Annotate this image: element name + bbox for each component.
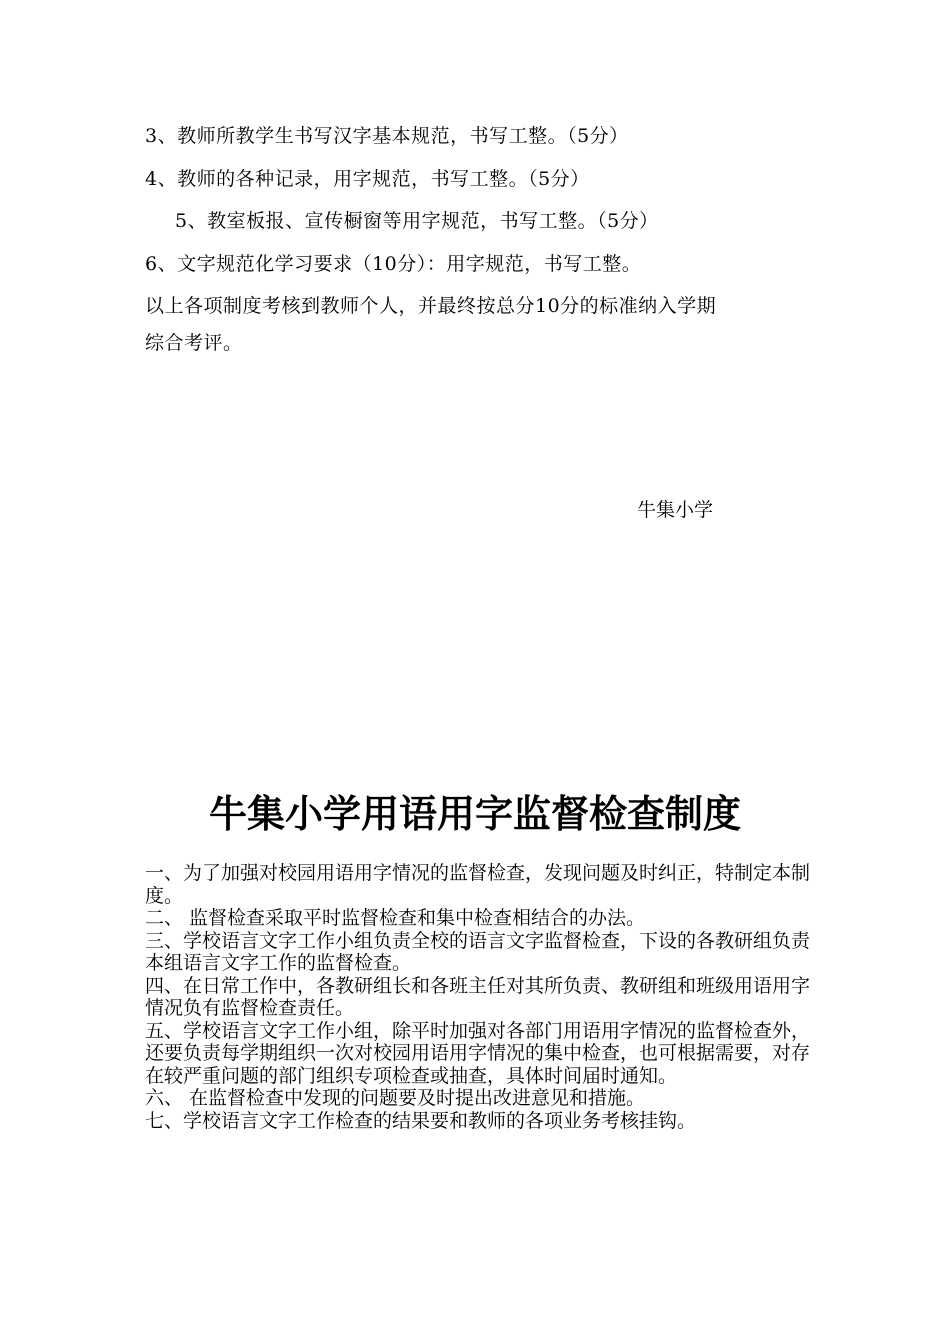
regulation-clauses: [145, 862, 820, 1132]
clause-4: 四、在日常工作中，各教研组长和各班主任对其所负责、教研组和班级用语用字情况负有监督检查责任。: [145, 974, 811, 1019]
clause-7: 七、学校语言文字工作检查的结果要和教师的各项业务考核挂钩。: [145, 1109, 697, 1132]
assessment-note-line-1: 以上各项制度考核到教师个人，并最终按总分10分的标准纳入学期: [145, 295, 717, 317]
scoring-item-3: 3、教师所教学生书写汉字基本规范，书写工整。（5分）: [145, 125, 629, 147]
clause-3: 三、学校语言文字工作小组负责全校的语言文字监督检查，下设的各教研组负责本组语言文字工作的监督检查。: [145, 929, 811, 974]
assessment-note-line-2: 综合考评。: [145, 332, 243, 354]
school-signature: 牛集小学: [637, 499, 714, 521]
scoring-item-6: 6、文字规范化学习要求（10分）：用字规范，书写工整。: [145, 253, 642, 275]
scoring-item-5: 5、教室板报、宣传橱窗等用字规范，书写工整。（5分）: [175, 210, 659, 232]
clause-2: 二、 监督检查采取平时监督检查和集中检查相结合的办法。: [145, 907, 646, 929]
scoring-item-4: 4、教师的各种记录，用字规范，书写工整。（5分）: [145, 168, 590, 190]
regulation-title: 牛集小学用语用字监督检查制度: [208, 792, 741, 836]
clause-1: 一、为了加强对校园用语用字情况的监督检查，发现问题及时纠正，特制定本制度。: [145, 862, 811, 907]
clause-6: 六、 在监督检查中发现的问题要及时提出改进意见和措施。: [145, 1087, 646, 1109]
clause-5: 五、学校语言文字工作小组，除平时加强对各部门用语用字情况的监督检查外，还要负责每学期组织一次对校园用语用字情况的集中检查，也可根据需要，对存在较严重问题的部门组织专项检查或抽查，具体时间届时通知。: [145, 1019, 811, 1087]
